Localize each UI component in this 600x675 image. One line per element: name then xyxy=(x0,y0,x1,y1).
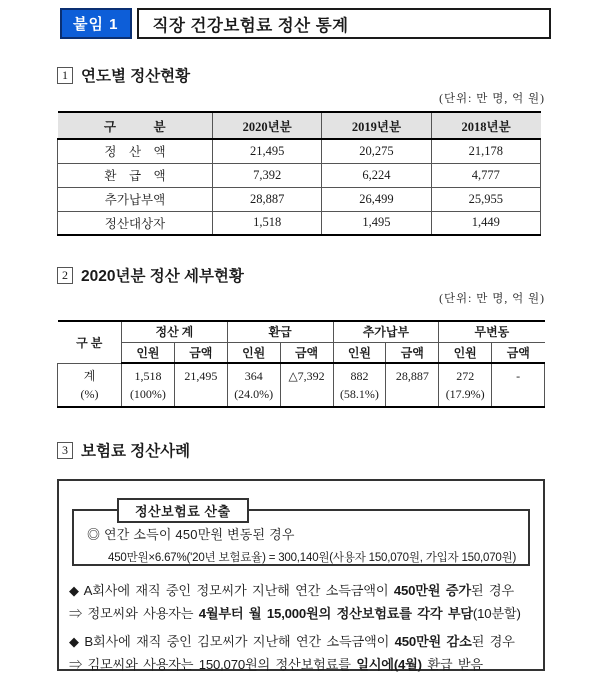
row-label: 정산대상자 xyxy=(58,211,213,235)
table-header-row xyxy=(58,112,541,139)
subheader-cell: 금액 xyxy=(492,342,545,363)
table-cell: 26,499 xyxy=(322,187,431,211)
attachment-badge: 붙임 1 xyxy=(60,8,132,39)
table-cell: 21,495 xyxy=(174,363,227,407)
table-cell: 1,518 (100%) xyxy=(122,363,175,407)
table-row-additional-payment xyxy=(58,187,541,211)
settlement-example-box xyxy=(57,479,545,671)
calculation-box-label: 정산보험료 산출 xyxy=(117,498,249,523)
subheader-cell: 금액 xyxy=(280,342,333,363)
header-cell-2020: 2020년분 xyxy=(213,112,322,139)
table-total-row xyxy=(58,363,545,407)
subheader-cell: 금액 xyxy=(386,342,439,363)
section3-heading xyxy=(57,439,600,461)
table-cell: 25,955 xyxy=(431,187,540,211)
table-cell: 21,178 xyxy=(431,139,540,163)
row-label: 계 (%) xyxy=(58,363,122,407)
table-cell: 20,275 xyxy=(322,139,431,163)
premium-calculation-box xyxy=(72,504,530,566)
table-cell: 1,518 xyxy=(213,211,322,235)
table-row-refund-amount xyxy=(58,163,541,187)
table-cell: 882 (58.1%) xyxy=(333,363,386,407)
document-title-box xyxy=(137,8,551,39)
table-cell: 21,495 xyxy=(213,139,322,163)
detail-settlement-table xyxy=(57,320,545,408)
section1-unit-note: (단위: 만 명, 억 원) xyxy=(439,93,545,105)
yearly-settlement-table xyxy=(57,111,541,236)
document-header xyxy=(60,8,600,39)
table-cell: 1,449 xyxy=(431,211,540,235)
section2-number-box: 2 xyxy=(57,267,73,284)
table-cell: - xyxy=(492,363,545,407)
section2-heading xyxy=(57,264,600,286)
header-cell-2019: 2019년분 xyxy=(322,112,431,139)
table-cell: 364 (24.0%) xyxy=(227,363,280,407)
table-cell: 6,224 xyxy=(322,163,431,187)
table-cell: 28,887 xyxy=(213,187,322,211)
row-label: 환 급 액 xyxy=(58,163,213,187)
subheader-cell: 인원 xyxy=(122,342,175,363)
example-a-result: ⇒ 정모씨와 사용자는 4월부터 월 15,000원의 정산보험료를 각각 부담(10분할) xyxy=(69,606,521,621)
subheader-cell: 인원 xyxy=(227,342,280,363)
section1-heading xyxy=(57,64,600,86)
section3-title: 보험료 정산사례 xyxy=(81,443,191,460)
header-cell-gubun: 구 분 xyxy=(58,321,122,363)
section1-title: 연도별 정산현황 xyxy=(81,68,191,85)
table-subheader-row xyxy=(58,342,545,363)
group-header-additional: 추가납부 xyxy=(333,321,439,342)
table-cell: 4,777 xyxy=(431,163,540,187)
group-header-total: 정산 계 xyxy=(122,321,228,342)
row-label: 정 산 액 xyxy=(58,139,213,163)
subheader-cell: 금액 xyxy=(174,342,227,363)
example-b-case: ◆ B회사에 재직 중인 김모씨가 지난해 연간 소득금액이 450만원 감소된 경우 xyxy=(69,634,515,649)
calculation-formula-line: 450만원×6.67%('20년 보험료율) = 300,140원(사용자 150,070원, 가입자 150,070원) xyxy=(108,552,517,564)
section1-number-box: 1 xyxy=(57,67,73,84)
subheader-cell: 인원 xyxy=(439,342,492,363)
document-title: 직장 건강보험료 정산 통계 xyxy=(152,16,349,35)
table-cell: 272 (17.9%) xyxy=(439,363,492,407)
row-label: 추가납부액 xyxy=(58,187,213,211)
table-row-settlement-amount xyxy=(58,139,541,163)
example-a-case: ◆ A회사에 재직 중인 정모씨가 지난해 연간 소득금액이 450만원 증가된 경우 xyxy=(69,583,514,598)
section3-number-box: 3 xyxy=(57,442,73,459)
table-cell: 28,887 xyxy=(386,363,439,407)
calculation-case-line: ◎ 연간 소득이 450만원 변동된 경우 xyxy=(87,527,295,542)
table-row-settlement-subjects xyxy=(58,211,541,235)
section2-unit-note: (단위: 만 명, 억 원) xyxy=(439,293,545,305)
section2-title: 2020년분 정산 세부현황 xyxy=(81,268,244,285)
table-cell: △7,392 xyxy=(280,363,333,407)
subheader-cell: 인원 xyxy=(333,342,386,363)
table-group-header-row xyxy=(58,321,545,342)
group-header-nochange: 무변동 xyxy=(439,321,545,342)
table-cell: 1,495 xyxy=(322,211,431,235)
example-b-result: ⇒ 김모씨와 사용자는 150,070원의 정산보험료를 일시에(4월) 환급 받음 xyxy=(69,657,483,672)
header-cell-2018: 2018년분 xyxy=(431,112,540,139)
group-header-refund: 환급 xyxy=(227,321,333,342)
table-cell: 7,392 xyxy=(213,163,322,187)
example-list xyxy=(69,581,533,675)
header-cell-gubun: 구 분 xyxy=(58,112,213,139)
document-page xyxy=(0,8,600,672)
